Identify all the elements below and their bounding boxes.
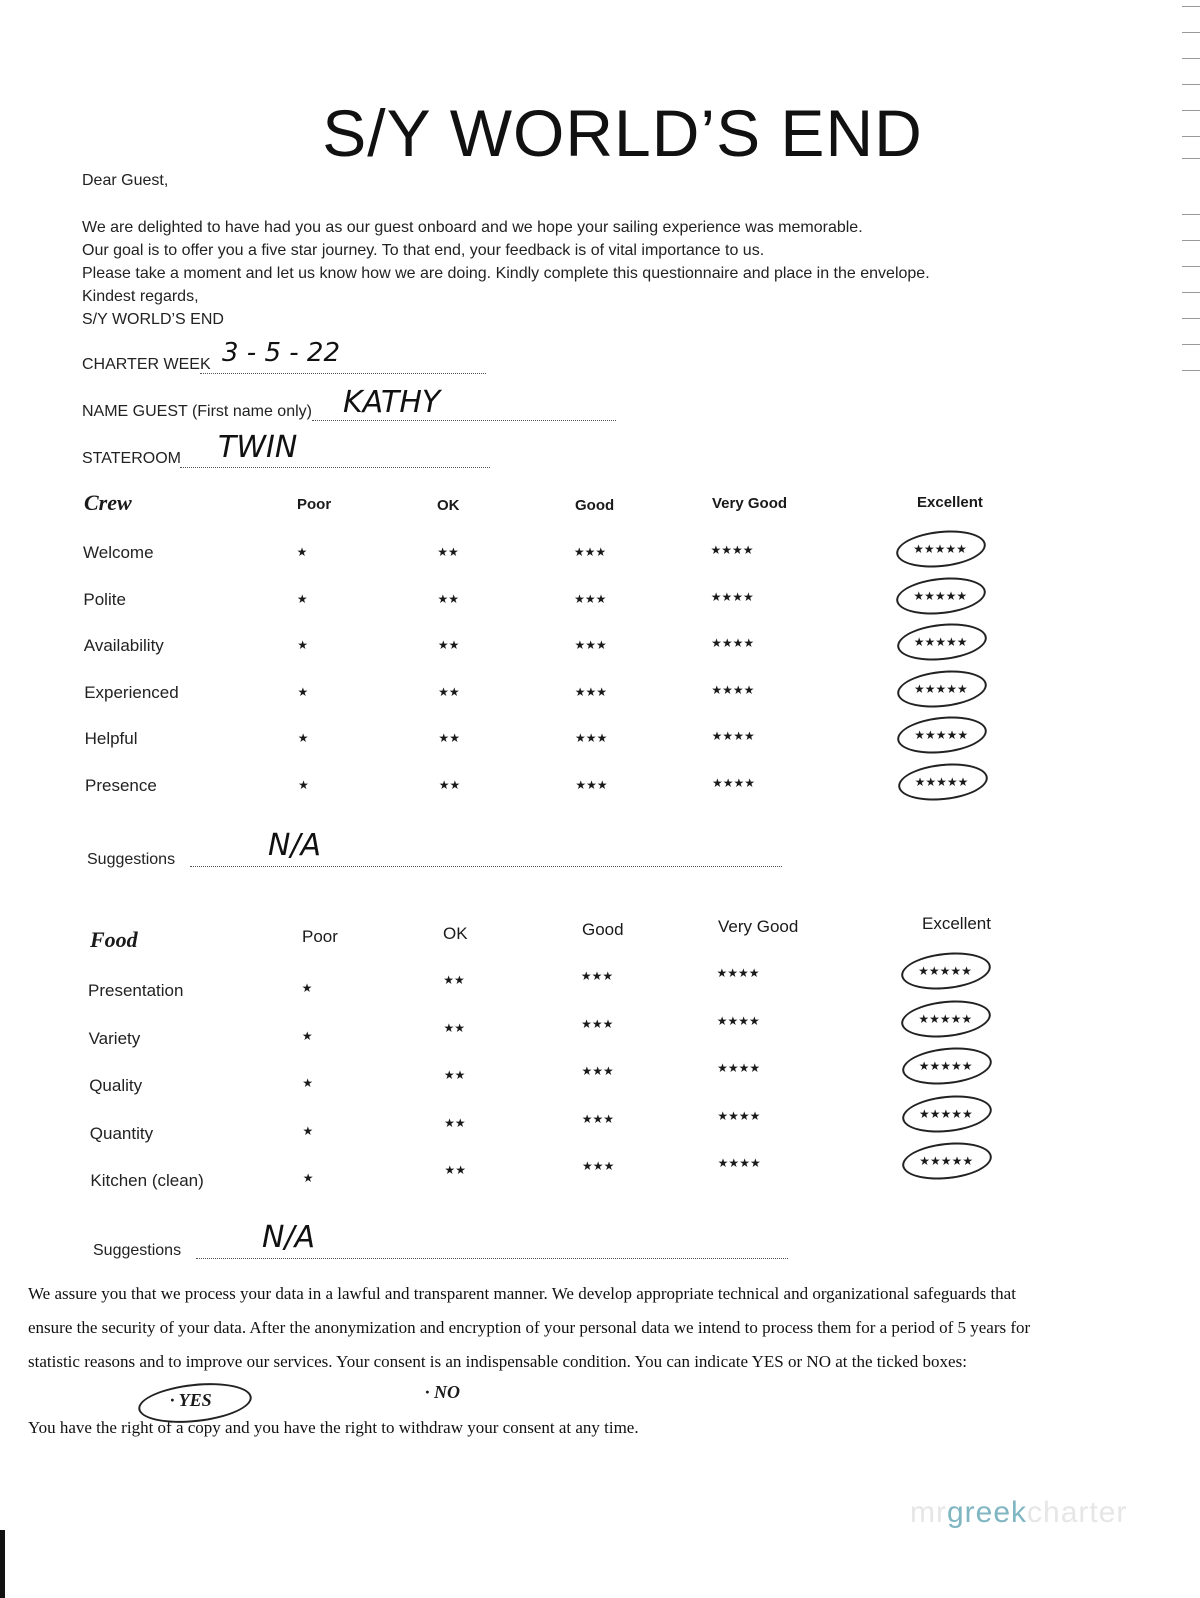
margin-tick xyxy=(1182,136,1200,137)
crew-selected-circle xyxy=(896,712,989,757)
crew-col-very-good: Very Good xyxy=(712,495,788,512)
crew-selected-circle xyxy=(894,526,987,571)
charter-week-value[interactable]: 3 - 5 - 22 xyxy=(222,338,340,368)
food-rating-option-5[interactable]: ★★★★★ xyxy=(918,1011,973,1026)
crew-suggestions-label: Suggestions xyxy=(87,851,176,868)
watermark-prefix: mr xyxy=(910,1496,947,1529)
food-selected-circle xyxy=(900,996,993,1041)
margin-tick xyxy=(1182,158,1200,159)
food-rating-option-3[interactable]: ★★★ xyxy=(582,1159,615,1173)
crew-row-label: Welcome xyxy=(83,543,154,562)
stateroom-value[interactable]: TWIN xyxy=(218,430,298,465)
food-suggestions-line xyxy=(196,1258,788,1259)
food-rating-option-4[interactable]: ★★★★ xyxy=(717,1108,761,1123)
food-rating-option-3[interactable]: ★★★ xyxy=(581,1111,615,1126)
food-rating-option-5[interactable]: ★★★★★ xyxy=(919,1154,974,1168)
food-col-good: Good xyxy=(582,920,624,939)
margin-tick xyxy=(1182,266,1200,267)
margin-tick xyxy=(1182,6,1200,7)
crew-selected-circle xyxy=(895,666,988,711)
name-guest-label: NAME GUEST (First name only) xyxy=(82,403,312,420)
crew-rating-option-5[interactable]: ★★★★★ xyxy=(913,542,967,556)
food-col-very-good: Very Good xyxy=(718,917,799,936)
food-rating-option-5[interactable]: ★★★★★ xyxy=(918,1106,973,1121)
food-rating-option-3[interactable]: ★★★ xyxy=(580,969,614,983)
food-row-label: Presentation xyxy=(88,981,184,1000)
crew-row-label: Availability xyxy=(83,636,164,655)
crew-row-label: Experienced xyxy=(84,682,179,702)
crew-rating-option-1[interactable]: ★ xyxy=(296,545,308,559)
food-suggestions-value[interactable]: N/A xyxy=(262,1220,316,1255)
watermark-logo xyxy=(910,1496,1127,1530)
margin-tick xyxy=(1182,84,1200,85)
crew-rating-option-2[interactable]: ★★ xyxy=(438,731,460,745)
crew-rating-option-3[interactable]: ★★★ xyxy=(573,545,607,559)
margin-tick xyxy=(1182,292,1200,293)
crew-col-ok: OK xyxy=(437,497,460,514)
intro-line: Our goal is to offer you a five star journey. To that end, your feedback is of vital importance to us. xyxy=(82,242,765,259)
privacy-line: We assure you that we process your data in a lawful and transparent manner. We develop appropriate technical and organizational safeguards that xyxy=(28,1284,1016,1303)
margin-tick xyxy=(1182,110,1200,111)
food-section-title: Food xyxy=(90,927,138,952)
crew-rating-option-3[interactable]: ★★★ xyxy=(574,684,608,699)
watermark-highlight: greek xyxy=(946,1496,1028,1529)
food-rating-option-2[interactable]: ★★ xyxy=(443,1068,466,1082)
intro-line: We are delighted to have had you as our guest onboard and we hope your sailing experience was memorable. xyxy=(82,219,863,236)
food-rating-option-5[interactable]: ★★★★★ xyxy=(918,1059,973,1073)
crew-selected-circle xyxy=(895,619,988,664)
food-rating-option-1[interactable]: ★ xyxy=(302,1123,314,1138)
food-rating-option-1[interactable]: ★ xyxy=(302,1171,314,1185)
crew-section-title: Crew xyxy=(84,490,132,515)
margin-tick xyxy=(1182,214,1200,215)
crew-rating-option-4[interactable]: ★★★★ xyxy=(711,775,756,790)
margin-tick xyxy=(1182,344,1200,345)
crew-row-label: Polite xyxy=(83,589,126,609)
margin-tick xyxy=(1182,32,1200,33)
crew-rating-option-5[interactable]: ★★★★★ xyxy=(913,588,968,603)
food-selected-circle xyxy=(899,948,992,993)
crew-rating-option-5[interactable]: ★★★★★ xyxy=(913,635,968,649)
food-selected-circle xyxy=(901,1138,994,1183)
crew-suggestions-value[interactable]: N/A xyxy=(268,828,322,863)
crew-rating-option-2[interactable]: ★★ xyxy=(437,591,460,606)
consent-no-option[interactable]: · NO xyxy=(425,1382,460,1402)
crew-rating-option-4[interactable]: ★★★★ xyxy=(711,682,755,697)
crew-selected-circle xyxy=(895,573,988,618)
crew-rating-option-1[interactable]: ★ xyxy=(297,731,309,745)
name-guest-value[interactable]: KATHY xyxy=(343,385,441,420)
food-rating-option-2[interactable]: ★★ xyxy=(444,1163,466,1177)
food-col-ok: OK xyxy=(443,924,468,943)
crew-rating-option-1[interactable]: ★ xyxy=(298,777,309,792)
crew-rating-option-1[interactable]: ★ xyxy=(296,591,308,606)
crew-col-poor: Poor xyxy=(297,496,332,513)
crew-rating-option-1[interactable]: ★ xyxy=(297,638,308,652)
food-row-label: Quality xyxy=(89,1076,143,1095)
crew-rating-option-4[interactable]: ★★★★ xyxy=(711,729,755,743)
crew-col-excellent: Excellent xyxy=(917,494,983,511)
crew-rating-option-2[interactable]: ★★ xyxy=(437,638,460,652)
margin-tick xyxy=(1182,318,1200,319)
food-col-excellent: Excellent xyxy=(922,914,991,933)
consent-yes-option[interactable]: · YES xyxy=(170,1390,212,1410)
food-row-label: Kitchen (clean) xyxy=(90,1171,204,1190)
food-rating-option-4[interactable]: ★★★★ xyxy=(717,1061,761,1075)
crew-row-label: Presence xyxy=(85,775,157,795)
intro-line: Please take a moment and let us know how we are doing. Kindly complete this questionnaire and place in the envelope. xyxy=(82,265,930,282)
food-rating-option-4[interactable]: ★★★★ xyxy=(716,966,760,980)
charter-week-label: CHARTER WEEK xyxy=(82,356,211,373)
food-rating-option-2[interactable]: ★★ xyxy=(443,973,465,987)
rights-line: You have the right of a copy and you have the right to withdraw your consent at any time. xyxy=(28,1418,639,1437)
name-guest-line xyxy=(312,420,616,421)
food-rating-option-4[interactable]: ★★★★ xyxy=(716,1013,760,1028)
food-rating-option-1[interactable]: ★ xyxy=(301,981,313,995)
crew-row-label: Helpful xyxy=(84,729,138,748)
crew-rating-option-2[interactable]: ★★ xyxy=(438,777,461,792)
crew-rating-option-4[interactable]: ★★★★ xyxy=(710,589,754,604)
privacy-line: statistic reasons and to improve our services. Your consent is an indispensable condition. You can indicate YES or NO at the ticked boxes: xyxy=(28,1352,967,1371)
margin-tick xyxy=(1182,370,1200,371)
margin-tick xyxy=(1182,240,1200,241)
food-rating-option-5[interactable]: ★★★★★ xyxy=(918,964,972,978)
sign-off: Kindest regards, xyxy=(82,288,199,305)
food-suggestions-label: Suggestions xyxy=(93,1242,182,1259)
food-selected-circle xyxy=(900,1043,993,1088)
crew-rating-option-3[interactable]: ★★★ xyxy=(575,777,608,792)
crew-rating-option-4[interactable]: ★★★★ xyxy=(711,636,755,650)
food-selected-circle xyxy=(900,1091,993,1136)
crew-rating-option-4[interactable]: ★★★★ xyxy=(710,543,754,557)
food-col-poor: Poor xyxy=(302,927,338,946)
crew-rating-option-2[interactable]: ★★ xyxy=(438,684,460,699)
scan-edge xyxy=(0,1530,5,1598)
food-row-label: Quantity xyxy=(89,1123,154,1143)
crew-rating-option-3[interactable]: ★★★ xyxy=(575,731,608,745)
food-rating-option-3[interactable]: ★★★ xyxy=(581,1064,614,1078)
food-rating-option-4[interactable]: ★★★★ xyxy=(717,1156,761,1170)
food-rating-option-1[interactable]: ★ xyxy=(301,1028,313,1043)
margin-tick xyxy=(1182,58,1200,59)
stateroom-line xyxy=(180,467,490,468)
crew-rating-option-5[interactable]: ★★★★★ xyxy=(914,774,969,789)
crew-selected-circle xyxy=(896,759,989,804)
stateroom-label: STATEROOM xyxy=(82,450,181,467)
food-rating-option-3[interactable]: ★★★ xyxy=(581,1016,614,1031)
watermark-suffix: charter xyxy=(1027,1496,1128,1529)
crew-rating-option-3[interactable]: ★★★ xyxy=(574,591,607,606)
food-rating-option-2[interactable]: ★★ xyxy=(443,1020,466,1035)
crew-rating-option-1[interactable]: ★ xyxy=(297,684,309,699)
crew-suggestions-line xyxy=(190,866,782,867)
signature-name: S/Y WORLD’S END xyxy=(82,311,224,328)
food-rating-option-2[interactable]: ★★ xyxy=(444,1115,466,1130)
crew-rating-option-5[interactable]: ★★★★★ xyxy=(913,681,968,696)
crew-rating-option-3[interactable]: ★★★ xyxy=(574,638,607,652)
crew-rating-option-5[interactable]: ★★★★★ xyxy=(914,728,969,742)
privacy-line: ensure the security of your data. After the anonymization and encryption of your personal data we intend to process them for a period of 5 years for xyxy=(28,1318,1031,1337)
food-row-label: Variety xyxy=(88,1028,141,1048)
food-rating-option-1[interactable]: ★ xyxy=(302,1076,313,1090)
crew-rating-option-2[interactable]: ★★ xyxy=(437,545,459,559)
greeting: Dear Guest, xyxy=(82,172,169,189)
crew-col-good: Good xyxy=(575,497,615,514)
charter-week-line xyxy=(200,373,486,374)
document-title: S/Y WORLD’S END xyxy=(322,96,923,170)
